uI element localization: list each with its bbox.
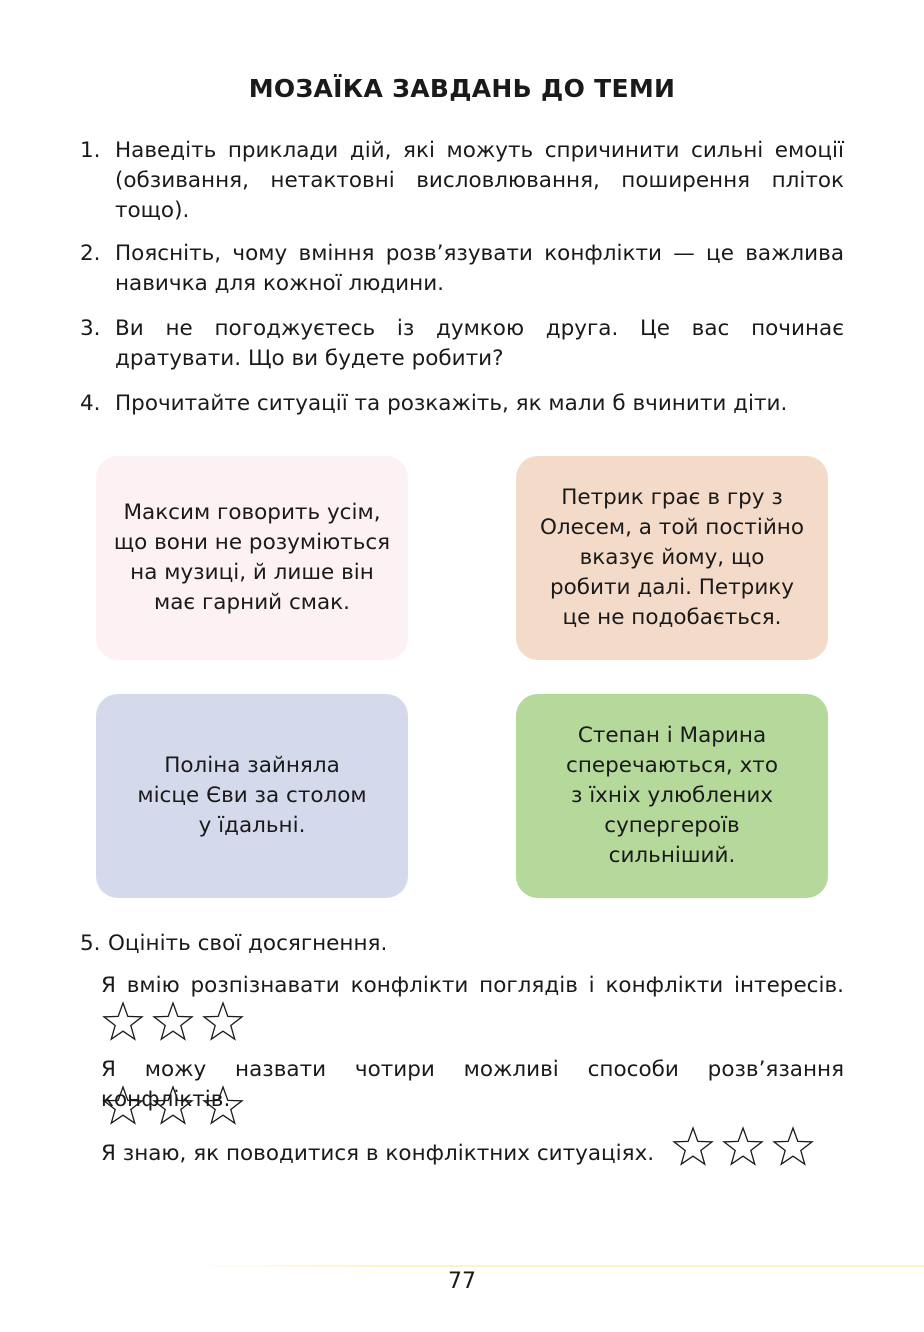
task-number: 1. — [80, 138, 101, 163]
page-title: МОЗАЇКА ЗАВДАНЬ ДО ТЕМИ — [248, 74, 676, 103]
situation-text: Максим говорить усім, що вони не розуміються на музиці, й лише він має гарний смак. — [113, 500, 391, 615]
star-icon[interactable] — [201, 1000, 245, 1044]
task-text: Ви не погоджуєтесь із думкою друга. Це вас починає дратувати. Що ви будете робити? — [115, 316, 844, 371]
star-icon[interactable] — [151, 1084, 195, 1128]
star-icon[interactable] — [101, 1084, 145, 1128]
task-text: Оцініть свої досягнення. — [108, 931, 388, 956]
self-assessment-statement-3: Я знаю, як поводитися в конфліктних ситуаціях. — [101, 1141, 655, 1166]
task-5 — [80, 929, 844, 959]
situation-card-polina — [96, 694, 408, 898]
situation-text: Степан і Марина сперечаються, хто з їхніх улюблених супергероїв сильніший. — [566, 723, 778, 868]
task-number: 2. — [80, 241, 101, 266]
page-number: 77 — [448, 1269, 476, 1294]
task-number: 4. — [80, 391, 101, 416]
star-icon[interactable] — [201, 1084, 245, 1128]
task-number: 5. — [80, 931, 101, 956]
star-icon[interactable] — [671, 1125, 715, 1169]
situation-card-stepan — [516, 694, 828, 898]
star-rating-3[interactable] — [671, 1125, 821, 1169]
situation-card-maksym — [96, 456, 408, 660]
star-rating-2[interactable] — [101, 1084, 251, 1128]
self-assessment-statement-2: Я можу назвати чотири можливі способи розв’язання конфліктів. — [101, 1057, 844, 1112]
task-text: Поясніть, чому вміння розв’язувати конфлікти — це важлива навичка для кожної людини. — [115, 241, 844, 296]
task-4 — [80, 389, 844, 419]
task-3 — [80, 314, 844, 374]
star-icon[interactable] — [101, 1000, 145, 1044]
task-text: Наведіть приклади дій, які можуть спричинити сильні емоції (обзивання, нетактовні висловлювання, поширення пліток тощо). — [115, 138, 844, 223]
situation-text: Петрик грає в гру з Олесем, а той постійно вказує йому, що робити далі. Петрику це не подобається. — [539, 485, 805, 630]
star-icon[interactable] — [771, 1125, 815, 1169]
star-icon[interactable] — [721, 1125, 765, 1169]
footer-divider — [180, 1265, 924, 1267]
situation-text: Поліна зайняла місце Єви за столом у їдальні. — [137, 753, 367, 838]
task-text: Прочитайте ситуації та розкажіть, як мали б вчинити діти. — [115, 391, 788, 416]
task-1 — [80, 136, 844, 226]
task-2 — [80, 239, 844, 299]
situation-card-petryk — [516, 456, 828, 660]
self-assessment-statement-1: Я вмію розпізнавати конфлікти поглядів і конфлікти інтересів. — [101, 973, 844, 998]
star-rating-1[interactable] — [101, 1000, 251, 1044]
task-number: 3. — [80, 316, 101, 341]
star-icon[interactable] — [151, 1000, 195, 1044]
